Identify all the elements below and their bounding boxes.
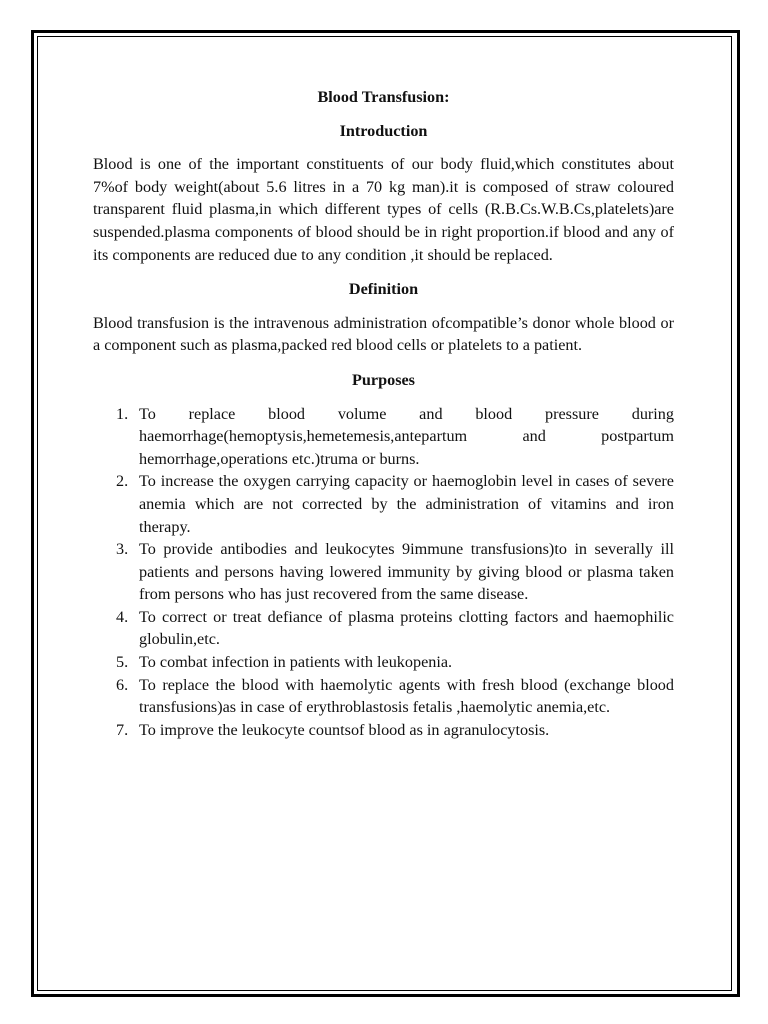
introduction-heading: Introduction bbox=[339, 121, 428, 140]
list-item-number: 6. bbox=[116, 675, 129, 694]
list-item-number: 4. bbox=[116, 607, 129, 626]
list-item bbox=[93, 651, 674, 674]
list-item bbox=[93, 674, 674, 719]
list-item-text: To combat infection in patients with leukopenia. bbox=[139, 653, 453, 672]
list-item-number: 7. bbox=[116, 720, 129, 739]
list-item bbox=[93, 719, 674, 742]
document-title: Blood Transfusion: bbox=[317, 88, 450, 106]
purposes-heading: Purposes bbox=[352, 370, 415, 389]
definition-paragraph: Blood transfusion is the intravenous administration ofcompatible’s donor whole blood or a component such as plasma,packed red blood cells or platelets to a patient. bbox=[93, 313, 674, 355]
list-item-text: To replace blood volume and blood pressure during haemorrhage(hemoptysis,hemetemesis,antepartum and postpartum hemorrhage,operations etc.)truma or burns. bbox=[139, 404, 674, 468]
introduction-paragraph: Blood is one of the important constituents of our body fluid,which constitutes about 7%of body weight(about 5.6 litres in a 70 kg man).it is composed of straw coloured transparent fluid plasma,in which different types of cells (R.B.Cs.W.B.Cs,platelets)are suspended.plasma components of blood should be in right proportion.if blood and any of its components are reduced due to any condition ,it should be replaced. bbox=[93, 155, 674, 264]
list-item bbox=[93, 538, 674, 606]
list-item-text: To improve the leukocyte countsof blood as in agranulocytosis. bbox=[139, 720, 550, 739]
list-item bbox=[93, 606, 674, 651]
list-item-number: 2. bbox=[116, 472, 129, 491]
list-item-text: To replace the blood with haemolytic agents with fresh blood (exchange blood transfusions)as in case of erythroblastosis fetalis ,haemolytic anemia,etc. bbox=[139, 675, 674, 717]
list-item-number: 1. bbox=[116, 404, 129, 423]
list-item bbox=[93, 403, 674, 471]
document-body bbox=[93, 86, 674, 741]
list-item-number: 5. bbox=[116, 653, 129, 672]
purposes-list bbox=[93, 403, 674, 742]
list-item-text: To provide antibodies and leukocytes 9immune transfusions)to in severally ill patients and persons having lowered immunity by giving blood or plasma taken from persons who has just recovered from the same disease. bbox=[139, 540, 674, 604]
definition-heading: Definition bbox=[348, 280, 419, 299]
list-item-number: 3. bbox=[116, 540, 129, 559]
list-item-text: To increase the oxygen carrying capacity or haemoglobin level in cases of severe anemia which are not corrected by the administration of vitamins and iron therapy. bbox=[139, 472, 674, 536]
list-item-text: To correct or treat defiance of plasma proteins clotting factors and haemophilic globulin,etc. bbox=[139, 607, 674, 649]
list-item bbox=[93, 470, 674, 538]
